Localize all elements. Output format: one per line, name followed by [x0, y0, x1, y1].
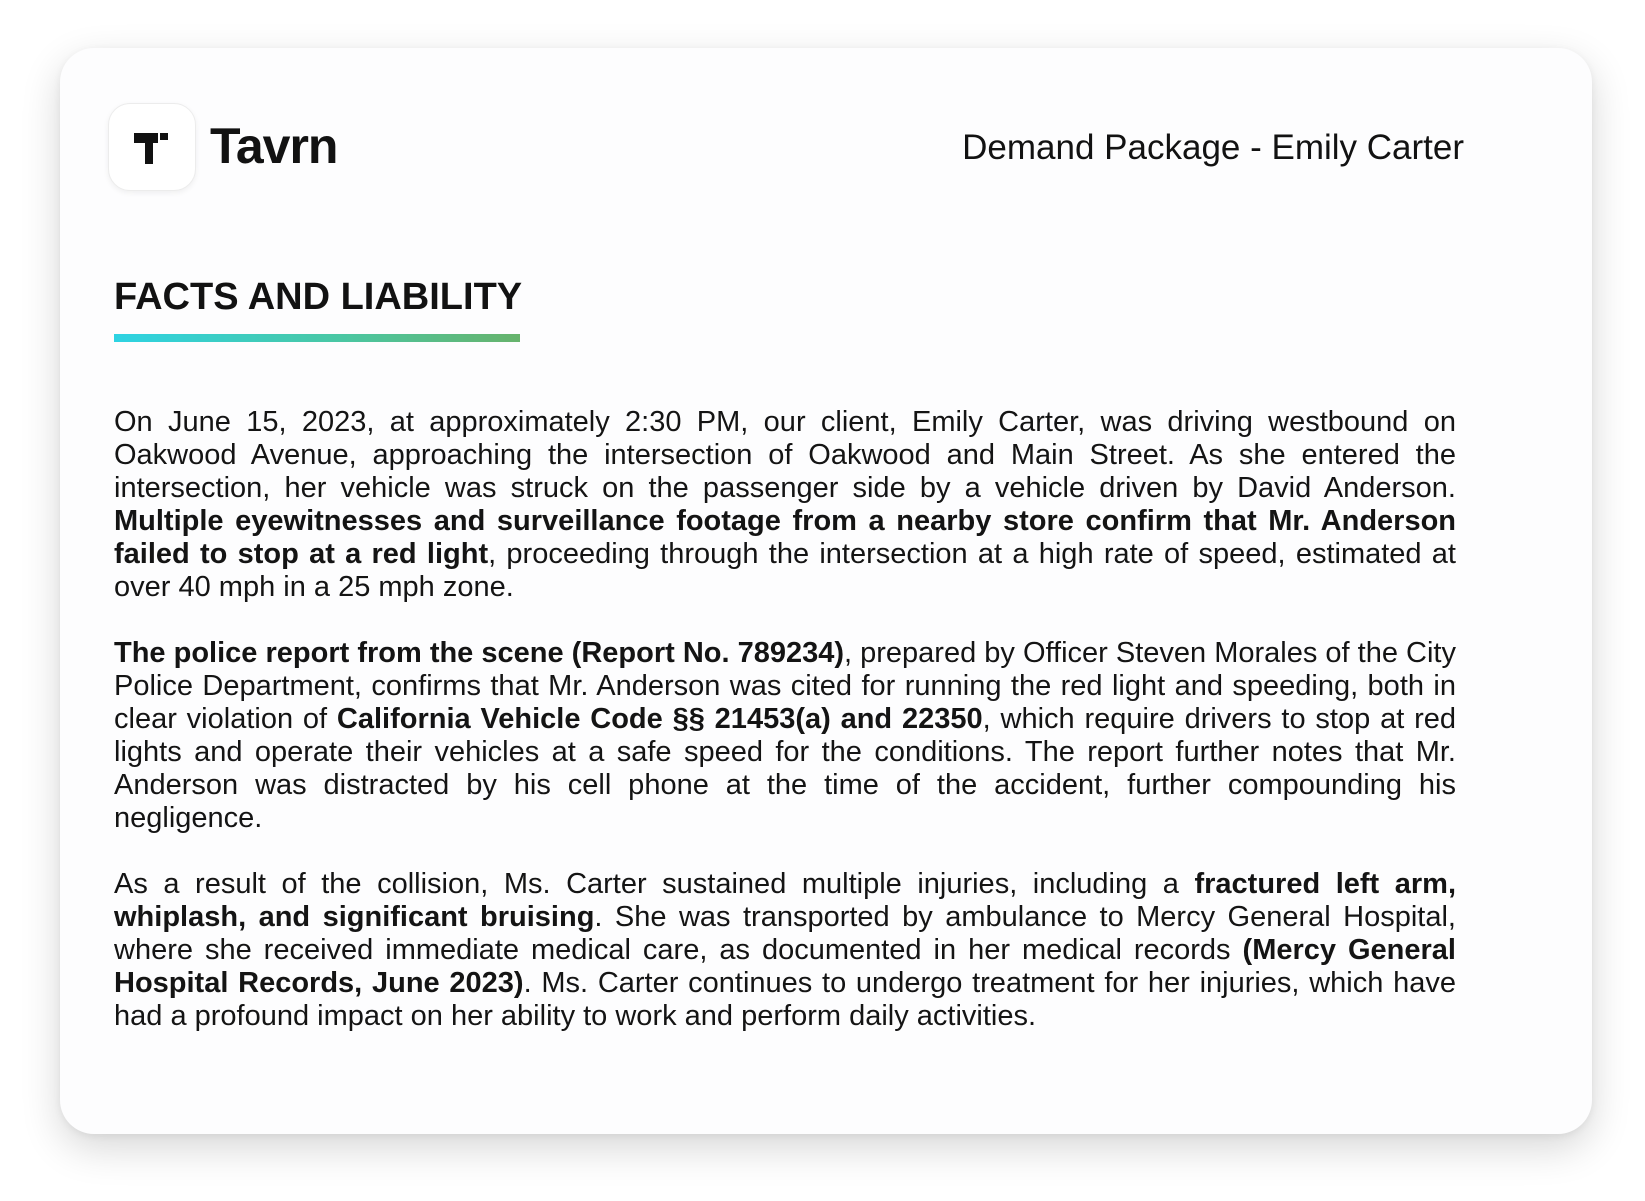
- facts-body: [114, 406, 1456, 1066]
- paragraph: [114, 637, 1456, 835]
- text-segment: . Ms. Carter continues to undergo treatment for her injuries, which have had a profound impact on her ability to work and perform daily activities.: [114, 967, 1456, 1032]
- tavrn-t-logo-icon: [132, 127, 172, 167]
- tavrn-logo: [108, 103, 196, 191]
- text-segment: . She was transported by ambulance to Mercy General Hospital, where she received immediate medical care, as documented in her medical records: [114, 901, 1456, 966]
- document-card: [60, 48, 1592, 1134]
- text-segment-bold: fractured left arm, whiplash, and significant bruising: [114, 868, 1456, 933]
- text-segment: On June 15, 2023, at approximately 2:30 PM, our client, Emily Carter, was driving westbound on Oakwood Avenue, approaching the intersection of Oakwood and Main Street. As she entered the intersection, her vehicle was struck on the passenger side by a vehicle driven by David Anderson.: [114, 406, 1456, 504]
- text-segment-bold: Multiple eyewitnesses and surveillance footage from a nearby store confirm that Mr. Anderson failed to stop at a red light: [114, 505, 1456, 570]
- text-segment: , which require drivers to stop at red lights and operate their vehicles at a safe speed for the conditions. The report further notes that Mr. Anderson was distracted by his cell phone at the time of the accident, further compounding his negligence.: [114, 703, 1456, 834]
- text-segment: , prepared by Officer Steven Morales of the City Police Department, confirms that Mr. Anderson was cited for running the red light and speeding, both in clear violation of: [114, 637, 1456, 735]
- document-title: Demand Package - Emily Carter: [962, 128, 1464, 167]
- text-segment-bold: The police report from the scene (Report No. 789234): [114, 637, 845, 669]
- text-segment: , proceeding through the intersection at a high rate of speed, estimated at over 40 mph in a 25 mph zone.: [114, 538, 1456, 603]
- paragraph: [114, 868, 1456, 1033]
- section-underline: [114, 334, 520, 342]
- brand-name: Tavrn: [210, 118, 338, 174]
- text-segment: As a result of the collision, Ms. Carter sustained multiple injuries, including a: [114, 868, 1195, 900]
- text-segment-bold: California Vehicle Code §§ 21453(a) and 22350: [336, 703, 983, 735]
- section-title: FACTS AND LIABILITY: [114, 276, 523, 318]
- paragraph: [114, 406, 1456, 604]
- text-segment-bold: (Mercy General Hospital Records, June 2023): [114, 934, 1456, 999]
